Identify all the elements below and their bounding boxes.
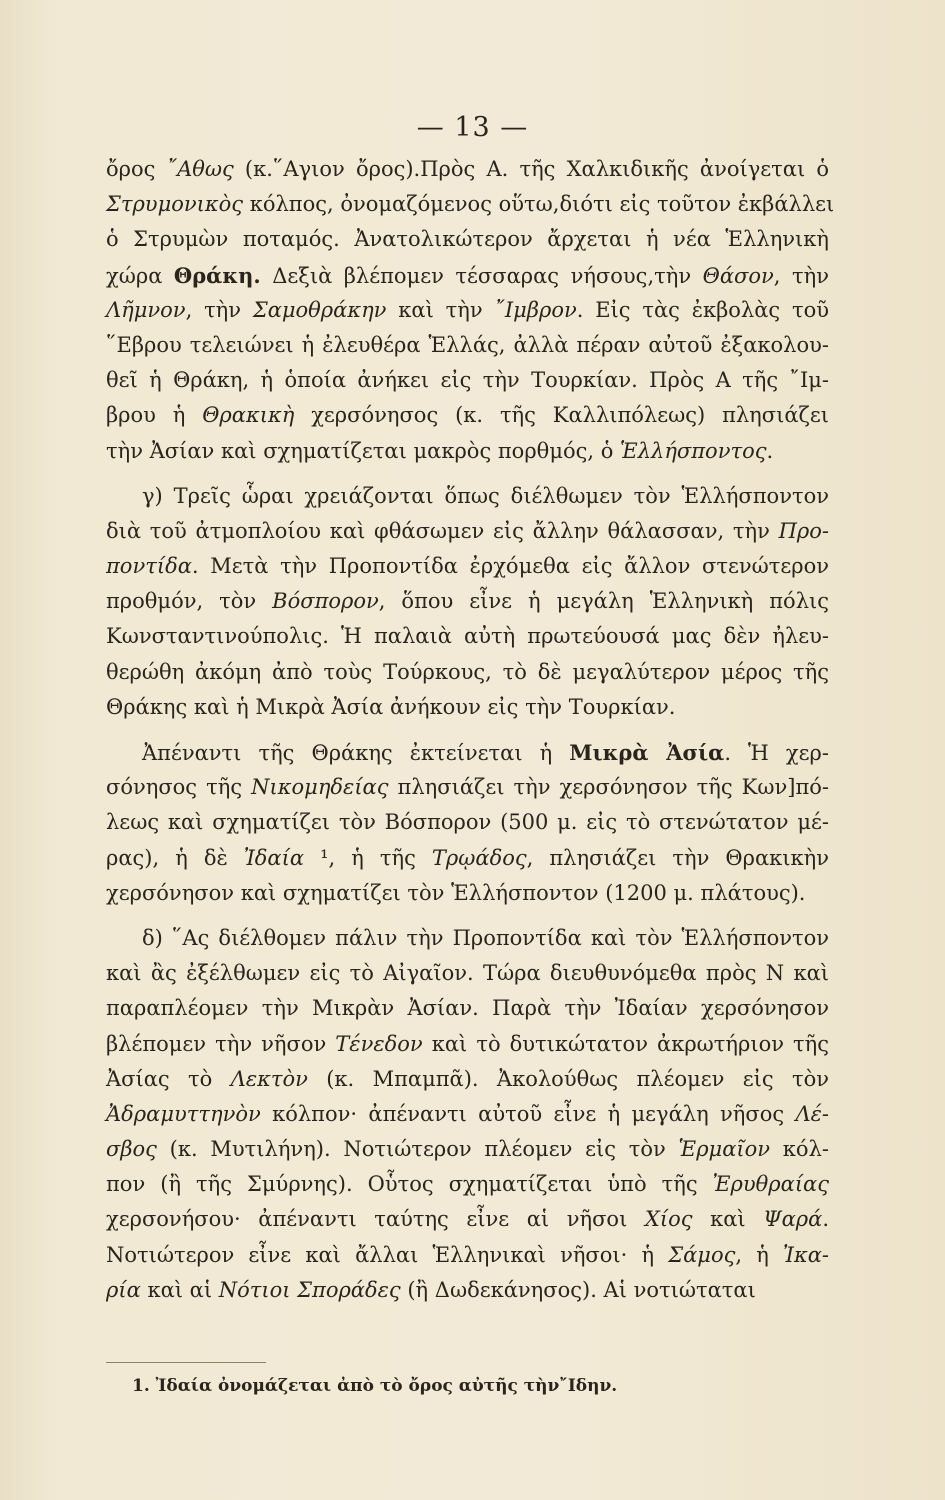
text-run: χερσόνησος (κ. τῆς Καλλιπόλεως) πλησιάζει [294, 403, 830, 428]
text-line [106, 770, 829, 805]
italic-term: Σάμος [668, 1242, 736, 1267]
text-run: , τὴν [185, 297, 253, 322]
text-run: βρου ἡ [106, 403, 203, 428]
text-line [106, 187, 835, 222]
text-line [106, 514, 829, 549]
italic-term: ρία [106, 1277, 141, 1302]
text-run: ὄρος [106, 157, 167, 181]
text-run: πον (ἢ τῆς Σμύρνης). Οὗτος σχηματίζεται ὑπὸ τῆς [106, 1172, 713, 1197]
paragraph [106, 152, 835, 469]
bold-term: Μικρὰ Ἀσία [569, 740, 725, 765]
text-run: . Ἡ χερ- [724, 741, 829, 765]
text-line [106, 1132, 829, 1167]
italic-term: Θρακικὴ [202, 403, 295, 428]
italic-term: Τένεδον [335, 1031, 423, 1056]
text-line [106, 690, 829, 725]
text-line [106, 1202, 829, 1237]
text-run: διὰ τοῦ ἀτμοπλοίου καὶ φθάσωμεν εἰς ἄλλην θάλασσαν, τὴν [106, 518, 779, 543]
text-line [106, 1062, 829, 1097]
text-run: , ὅπου εἶνε ἡ μεγάλη Ἑλληνικὴ πόλις [378, 589, 829, 614]
paragraph [106, 479, 829, 725]
italic-term: Ἰκα- [783, 1242, 829, 1267]
italic-term: Ψαρά [763, 1207, 823, 1232]
text-line [106, 619, 829, 654]
italic-term: Νικομηδείας [251, 775, 389, 800]
text-line [106, 655, 829, 690]
text-line [106, 991, 829, 1026]
text-line [106, 1167, 829, 1202]
text-line [106, 328, 829, 363]
text-run: (κ.῞Αγιον ὄρος).Πρὸς Α. τῆς Χαλκιδικῆς ἀνοίγεται ὁ [233, 157, 829, 181]
text-run: κόλ- [770, 1137, 829, 1162]
text-run: χερσόνησον καὶ σχηματίζει τὸν Ἑλλήσποντον (1200 μ. πλάτους). [106, 880, 806, 905]
text-run: χώρα [106, 263, 174, 288]
footnote-divider [106, 1362, 266, 1363]
bold-term: Θράκη. [173, 262, 261, 288]
paragraph [106, 921, 829, 1308]
italic-term: Λεκτὸν [230, 1066, 308, 1091]
page-body-text [106, 152, 835, 1308]
text-run: τὴν Ἀσίαν καὶ σχηματίζεται μακρὸς πορθμός, ὁ [106, 438, 621, 463]
text-run: (ἢ Δωδεκάνησος). Αἱ νοτιώταται [400, 1277, 756, 1302]
paragraph-gap [106, 725, 829, 735]
paragraph-gap [106, 469, 829, 479]
text-run: πλησιάζει τὴν χερσόνησον τῆς Κων]πό- [388, 775, 829, 800]
text-run: γ) Τρεῖς ὧραι χρειάζονται ὅπως διέλθωμεν τὸν Ἑλλήσποντον [142, 483, 829, 508]
italic-term: Χίος [644, 1207, 693, 1232]
text-run: κόλπον· ἀπέναντι αὐτοῦ εἶνε ἡ μεγάλη νῆσος [260, 1101, 796, 1126]
text-line [106, 584, 829, 619]
text-run: . [766, 438, 774, 463]
text-run: θεῖ ἡ Θράκη, ἡ ὁποία ἀνήκει εἰς τὴν Τουρκίαν. Πρὸς Α τῆς ῎Ιμ- [106, 368, 829, 393]
text-line [106, 805, 829, 840]
italic-term: σβος [106, 1137, 157, 1162]
text-line [106, 152, 829, 187]
italic-term: ῎Ιμβρον [494, 297, 577, 322]
italic-term: Ἑλλήσποντος [620, 438, 767, 463]
italic-term: Προ- [778, 518, 829, 543]
italic-term: Τρῳάδος [431, 845, 527, 870]
text-run: , ἡ [735, 1242, 783, 1267]
paragraph-gap [106, 911, 829, 921]
italic-term: Λέ- [795, 1101, 829, 1126]
italic-term: Βόσπορον [272, 589, 379, 614]
text-run: . Μετὰ τὴν Προποντίδα ἐρχόμεθα εἰς ἄλλον στενώτερον [191, 554, 829, 579]
italic-term: Ἰδαία [243, 845, 305, 870]
text-run: βλέπομεν τὴν νῆσον [106, 1031, 336, 1056]
text-run: ὁ Στρυμὼν ποταμός. Ἀνατολικώτερον ἄρχεται ἡ νέα Ἑλληνικὴ [106, 227, 829, 252]
page-number: — 13 — [416, 112, 529, 143]
text-run: καὶ [692, 1207, 764, 1232]
text-run: ῞Εβρου τελειώνει ἡ ἐλευθέρα Ἑλλάς, ἀλλὰ πέραν αὐτοῦ ἐξακολου- [106, 332, 829, 357]
text-run: Δεξιὰ βλέπομεν τέσσαρας νήσους,τὴν [260, 263, 703, 288]
text-run: καὶ τὴν [386, 297, 495, 322]
italic-term: Στρυμονικὸς [106, 192, 244, 217]
italic-term: ῎Αθως [166, 157, 234, 181]
text-run: Νοτιώτερον εἶνε καὶ ἄλλαι Ἑλληνικαὶ νῆσοι· ἡ [106, 1242, 669, 1267]
text-run: Ἀσίας τὸ [106, 1066, 231, 1091]
text-run: (κ. Μυτιλήνη). Νοτιώτερον πλέομεν εἰς τὸν [156, 1137, 679, 1162]
text-run: χερσονήσου· ἀπέναντι ταύτης εἶνε αἱ νῆσοι [106, 1207, 645, 1232]
text-line [106, 1027, 829, 1062]
text-run: καὶ τὸ δυτικώτατον ἀκρωτήριον τῆς [422, 1031, 830, 1056]
text-run: . [822, 1207, 830, 1232]
text-run: παραπλέομεν τὴν Μικρὰν Ἀσίαν. Παρὰ τὴν Ἰδαίαν χερσόνησον [106, 996, 829, 1021]
text-line [106, 434, 829, 469]
text-line [106, 1097, 829, 1132]
text-run: Κωνσταντινούπολις. Ἡ παλαιὰ αὐτὴ πρωτεύουσά μας δὲν ἠλευ- [106, 624, 829, 649]
text-line [106, 876, 829, 911]
text-line [106, 956, 829, 991]
text-line [106, 1238, 829, 1273]
text-line [106, 363, 829, 398]
italic-term: ποντίδα [106, 554, 192, 579]
text-line [106, 222, 829, 257]
text-run: Ἀπέναντι τῆς Θράκης ἐκτείνεται ἡ [142, 741, 570, 765]
italic-term: Ἐρυθραίας [712, 1172, 829, 1197]
footnote: 1. Ἰδαία ὀνομάζεται ἀπὸ τὸ ὄρος αὐτῆς τὴν῎Ιδην. [132, 1376, 618, 1396]
text-run: σόνησος τῆς [106, 775, 252, 800]
text-run: . Εἰς τὰς ἐκβολὰς τοῦ [576, 297, 829, 322]
text-run: ¹, ἡ τῆς [304, 845, 432, 870]
text-run: , πλησιάζει τὴν Θρακικὴν [526, 845, 829, 870]
text-line [106, 841, 829, 876]
text-run: ρας), ἡ δὲ [106, 845, 244, 870]
text-line [106, 1273, 829, 1308]
italic-term: Ἑρμαῖον [678, 1137, 771, 1162]
text-run: κόλπος, ὀνομαζόμενος οὕτω,διότι εἰς τοῦτον ἐκβάλλει [243, 192, 835, 217]
italic-term: Λῆμνον [106, 297, 186, 322]
text-line [106, 549, 829, 584]
text-run: λεως καὶ σχηματίζει τὸν Βόσπορον (500 μ. εἰς τὸ στενώτατον μέ- [106, 810, 829, 835]
text-run: προθμόν, τὸν [106, 589, 273, 614]
text-line [106, 293, 829, 328]
italic-term: Σαμοθράκην [252, 297, 387, 322]
text-run: καὶ ἂς ἐξέλθωμεν εἰς τὸ Αἰγαῖον. Τώρα διευθυνόμεθα πρὸς Ν καὶ [106, 961, 829, 986]
text-line [106, 258, 829, 293]
text-run: , τὴν [773, 263, 829, 288]
paragraph [106, 735, 829, 911]
text-run: καὶ αἱ [140, 1277, 219, 1302]
text-line [106, 921, 829, 956]
text-line [106, 398, 829, 433]
text-line [106, 479, 829, 514]
italic-term: Θάσον [702, 263, 774, 288]
text-run: Θράκης καὶ ἡ Μικρὰ Ἀσία ἀνήκουν εἰς τὴν Τουρκίαν. [106, 694, 676, 719]
italic-term: Ἀδραμυττηνὸν [106, 1101, 261, 1126]
text-run: (κ. Μπαμπᾶ). Ἀκολούθως πλέομεν εἰς τὸν [307, 1066, 829, 1091]
text-run: δ) ῞Ας διέλθομεν πάλιν τὴν Προποντίδα καὶ τὸν Ἑλλήσποντον [142, 925, 829, 950]
italic-term: Νότιοι Σποράδες [218, 1277, 401, 1302]
text-run: θερώθη ἀκόμη ἀπὸ τοὺς Τούρκους, τὸ δὲ μεγαλύτερον μέρος τῆς [106, 659, 829, 684]
text-line [106, 735, 829, 770]
